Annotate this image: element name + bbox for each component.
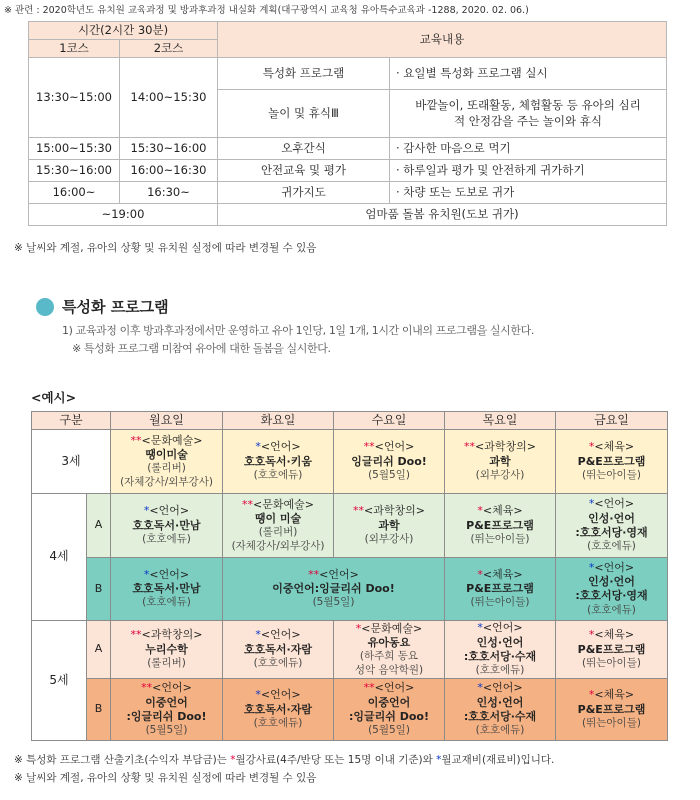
- header-cell: 목요일: [445, 412, 556, 430]
- activity-cell: 귀가지도: [218, 182, 390, 204]
- reference-note: ※ 관련 : 2020학년도 유치원 교육과정 및 방과후과정 내실화 계획(대구광역시 교육청 유아특수교육과 -1288, 2020. 02. 06.): [4, 5, 529, 16]
- time-cell: 15:00~15:30: [29, 138, 120, 160]
- time-cell: 16:00~: [29, 182, 120, 204]
- program-table: [31, 411, 668, 741]
- bullet-dot-icon: [36, 298, 54, 316]
- program-cell: *<체육> P&E프로그램 (뛰는아이들): [445, 558, 556, 621]
- time-cell: ~19:00: [29, 204, 218, 226]
- description-cell: 바깥놀이, 또래활동, 체험활동 등 유아의 심리적 안정감을 주는 놀이와 휴식: [390, 90, 667, 138]
- program-cell: *<언어> 인성·언어 :호호서당·영재 (호호에듀): [556, 558, 668, 621]
- schedule-footnote: ※ 날씨와 계절, 유아의 상황 및 유치원 실정에 따라 변경될 수 있음: [14, 242, 317, 254]
- age-label: 3세: [32, 430, 111, 494]
- class-label: B: [87, 558, 111, 621]
- program-cell: **<과학창의> 과학 (외부강사): [334, 494, 445, 558]
- program-cell: *<문화예술> 유아동요 (하주희 동요 성악 음악학원): [334, 621, 445, 679]
- time-cell: 16:30~: [120, 182, 218, 204]
- time-cell: 13:30~15:00: [29, 58, 120, 138]
- time-cell: 15:30~16:00: [120, 138, 218, 160]
- activity-cell: 안전교육 및 평가: [218, 160, 390, 182]
- time-cell: 15:30~16:00: [29, 160, 120, 182]
- activity-cell: 엄마품 돌봄 유치원(도보 귀가): [218, 204, 667, 226]
- class-label: A: [87, 621, 111, 679]
- class-label: B: [87, 679, 111, 741]
- program-cell: **<언어> 이중언어 :잉글리쉬 Doo! (5월5일): [334, 679, 445, 741]
- program-cell: *<언어> 인성·언어 :호호서당·수재 (호호에듀): [445, 621, 556, 679]
- program-cell: **<과학창의> 누리수학 (롤리버): [111, 621, 223, 679]
- program-cell: **<언어> 이중언어 :잉글리쉬 Doo! (5월5일): [111, 679, 223, 741]
- header-cell: 수요일: [334, 412, 445, 430]
- age-label: 4세: [32, 494, 87, 621]
- header-cell: 화요일: [223, 412, 334, 430]
- class-label: A: [87, 494, 111, 558]
- program-cell: *<언어> 호호독서·만남 (호호에듀): [111, 494, 223, 558]
- schedule-table: [28, 21, 667, 226]
- program-cell: *<언어> 호호독서·만남 (호호에듀): [111, 558, 223, 621]
- time-cell: 16:00~16:30: [120, 160, 218, 182]
- section-description: 1) 교육과정 이후 방과후과정에서만 운영하고 유아 1인당, 1일 1개, 1시간 이내의 프로그램을 실시한다.: [62, 324, 534, 337]
- cost-footnote: ※ 특성화 프로그램 산출기초(수익자 부담금)는 *월강사료(4주/반당 또는 15명 이내 기준)와 *월교재비(재료비)입니다.: [14, 754, 555, 766]
- age-label: 5세: [32, 621, 87, 741]
- time-cell: 14:00~15:30: [120, 58, 218, 138]
- description-cell: · 차량 또는 도보로 귀가: [390, 182, 667, 204]
- header-cell: 구분: [32, 412, 111, 430]
- program-cell: **<언어> 잉글리쉬 Doo! (5월5일): [334, 430, 445, 494]
- program-cell: **<과학창의> 과학 (외부강사): [445, 430, 556, 494]
- section-note: ※ 특성화 프로그램 미참여 유아에 대한 돌봄을 실시한다.: [72, 342, 331, 355]
- program-cell: *<언어> 호호독서·자람 (호호에듀): [223, 621, 334, 679]
- course2-header: 2코스: [120, 40, 218, 58]
- course1-header: 1코스: [29, 40, 120, 58]
- activity-cell: 놀이 및 휴식Ⅲ: [218, 90, 390, 138]
- section-heading: [36, 296, 169, 317]
- program-cell: **<문화예술> 땡이미술 (롤리버) (자체강사/외부강사): [111, 430, 223, 494]
- content-header: 교육내용: [218, 22, 667, 58]
- header-cell: 금요일: [556, 412, 668, 430]
- header-cell: 월요일: [111, 412, 223, 430]
- program-cell: **<언어> 이중언어:잉글리쉬 Doo! (5월5일): [223, 558, 445, 621]
- program-cell: *<체육> P&E프로그램 (뛰는아이들): [556, 679, 668, 741]
- time-header: 시간(2시간 30분): [29, 22, 218, 40]
- activity-cell: 특성화 프로그램: [218, 58, 390, 90]
- example-label: <예시>: [31, 390, 77, 405]
- section-title: 특성화 프로그램: [62, 298, 169, 316]
- program-cell: *<언어> 인성·언어 :호호서당·수재 (호호에듀): [445, 679, 556, 741]
- example-footnote: ※ 날씨와 계절, 유아의 상황 및 유치원 실정에 따라 변경될 수 있음: [14, 772, 317, 784]
- program-cell: **<문화예술> 땡이 미술 (롤리버) (자체강사/외부강사): [223, 494, 334, 558]
- description-cell: · 감사한 마음으로 먹기: [390, 138, 667, 160]
- program-cell: *<체육> P&E프로그램 (뛰는아이들): [556, 621, 668, 679]
- program-cell: *<언어> 인성·언어 :호호서당·영재 (호호에듀): [556, 494, 668, 558]
- program-cell: *<체육> P&E프로그램 (뛰는아이들): [445, 494, 556, 558]
- program-cell: *<언어> 호호독서·키움 (호호에듀): [223, 430, 334, 494]
- program-cell: *<체육> P&E프로그램 (뛰는아이들): [556, 430, 668, 494]
- description-cell: · 하루일과 평가 및 안전하게 귀가하기: [390, 160, 667, 182]
- description-cell: · 요일별 특성화 프로그램 실시: [390, 58, 667, 90]
- program-cell: *<언어> 호호독서·자람 (호호에듀): [223, 679, 334, 741]
- activity-cell: 오후간식: [218, 138, 390, 160]
